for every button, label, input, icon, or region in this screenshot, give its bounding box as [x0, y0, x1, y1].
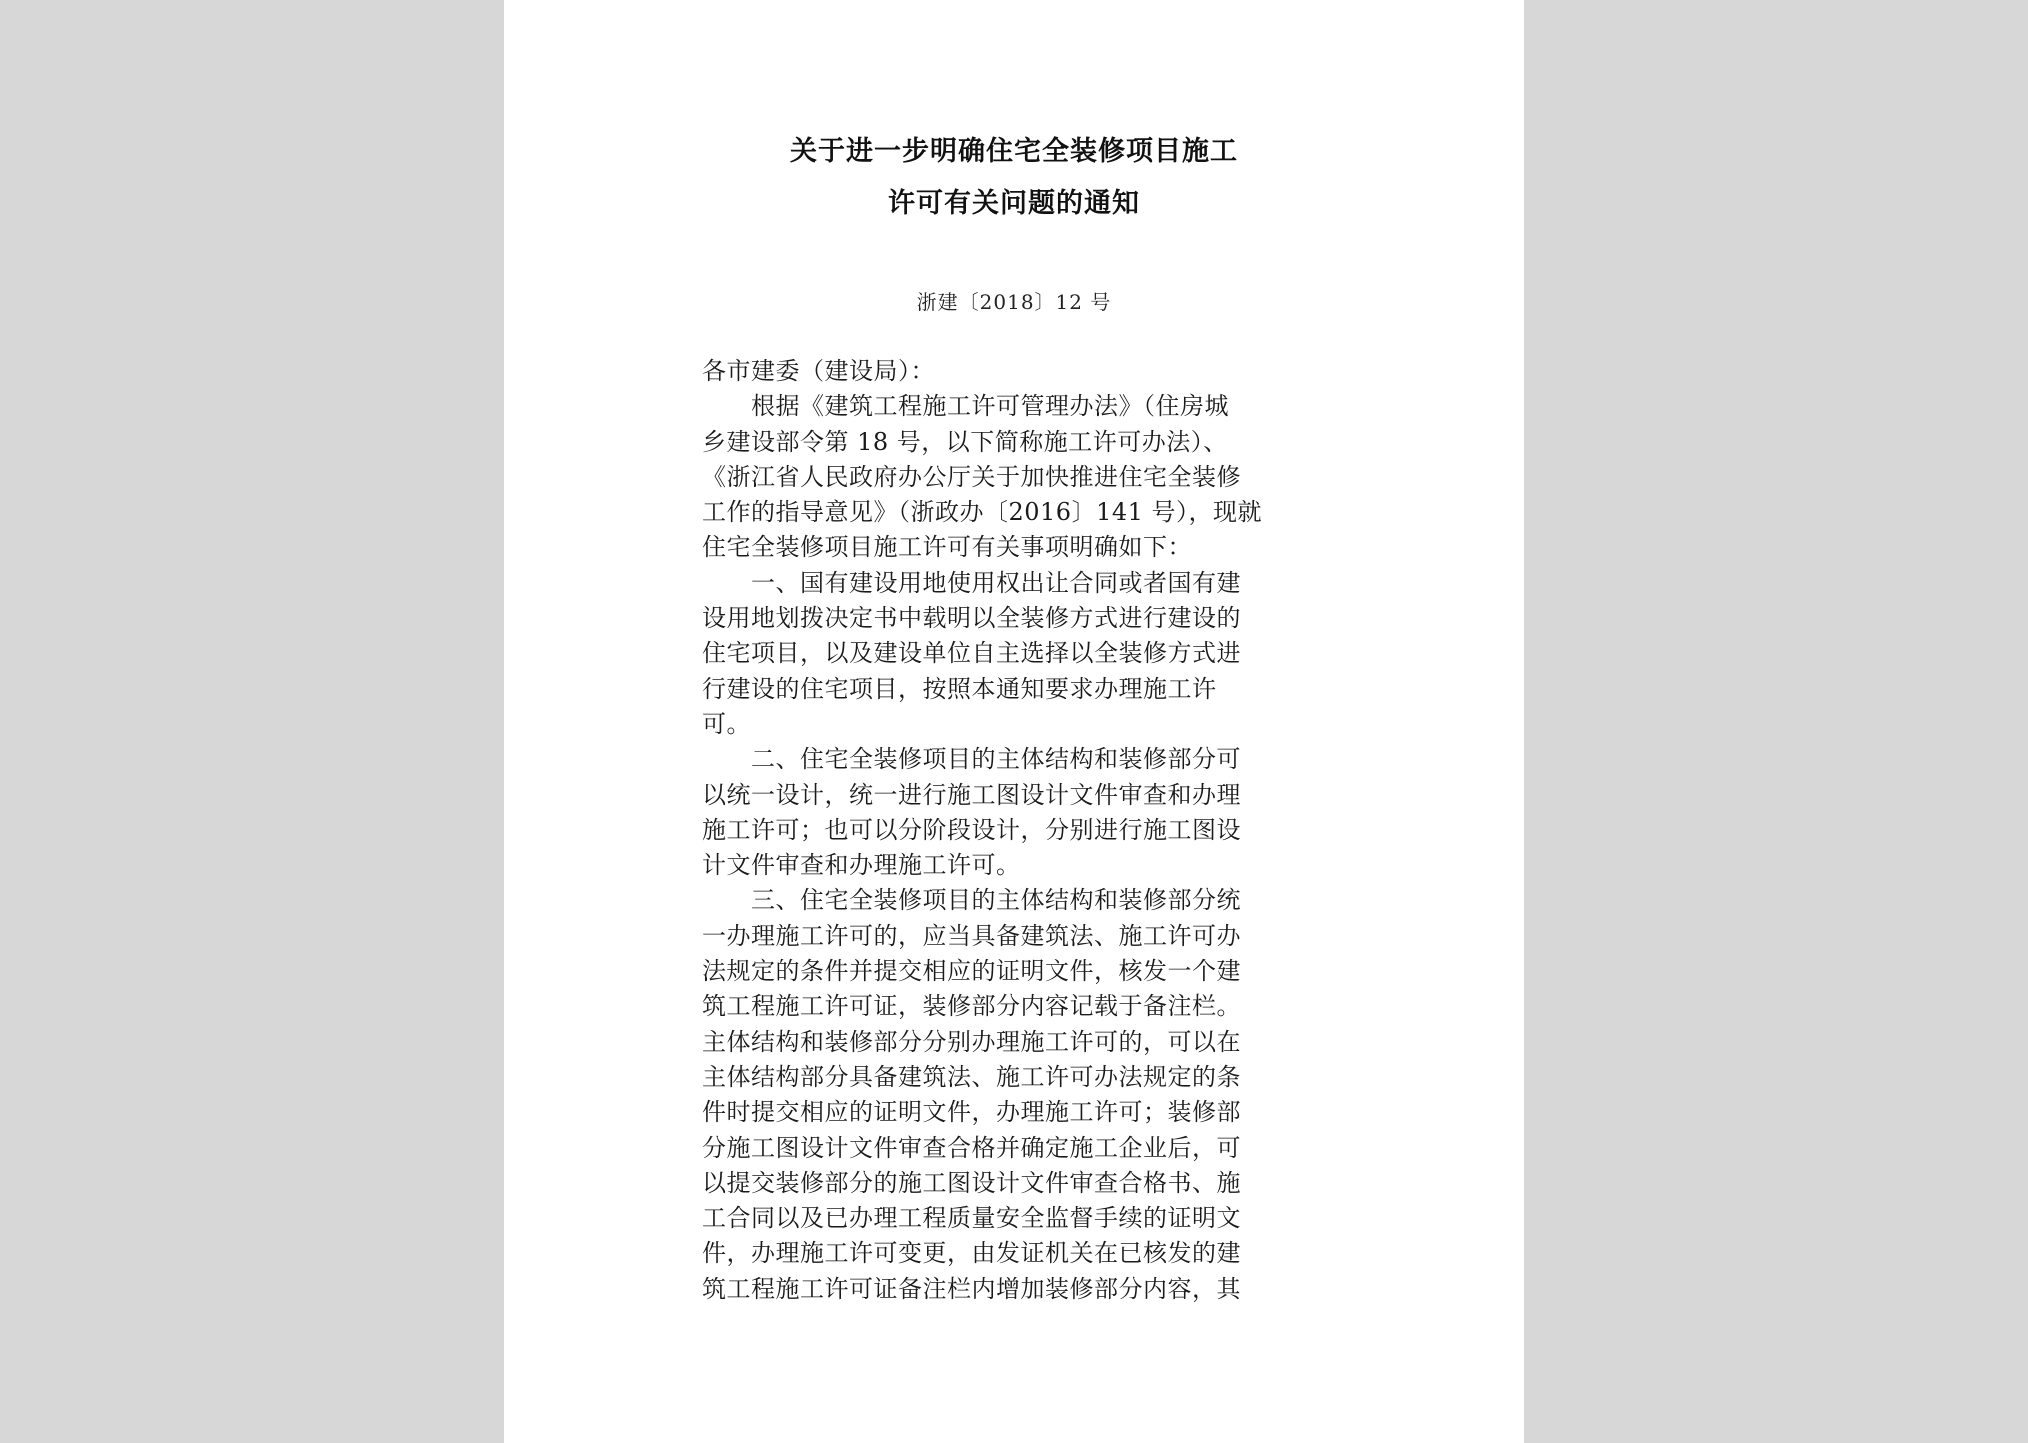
body-line: 一、国有建设用地使用权出让合同或者国有建: [702, 568, 1241, 597]
body-line: 一办理施工许可的，应当具备建筑法、施工许可办: [702, 921, 1241, 950]
body-line: 施工许可；也可以分阶段设计，分别进行施工图设: [702, 815, 1241, 844]
body-line: 三、住宅全装修项目的主体结构和装修部分统: [702, 886, 1241, 915]
body-line: 住宅项目，以及建设单位自主选择以全装修方式进: [702, 639, 1241, 668]
body-line: 件，办理施工许可变更，由发证机关在已核发的建: [702, 1239, 1241, 1268]
body-line: 计文件审查和办理施工许可。: [702, 851, 1021, 880]
body-line: 以统一设计，统一进行施工图设计文件审查和办理: [702, 780, 1241, 809]
body-line: 行建设的住宅项目，按照本通知要求办理施工许: [702, 674, 1217, 703]
body-line: 筑工程施工许可证备注栏内增加装修部分内容，其: [702, 1274, 1241, 1303]
body-line: 住宅全装修项目施工许可有关事项明确如下：: [702, 533, 1192, 562]
document-title-line-2: 许可有关问题的通知: [888, 188, 1140, 219]
body-line: 以提交装修部分的施工图设计文件审查合格书、施: [702, 1168, 1241, 1197]
body-line: 筑工程施工许可证，装修部分内容记载于备注栏。: [702, 992, 1241, 1021]
body-line: 《浙江省人民政府办公厅关于加快推进住宅全装修: [702, 462, 1241, 491]
document-title-line-1: 关于进一步明确住宅全装修项目施工: [790, 136, 1238, 167]
body-line: 主体结构和装修部分分别办理施工许可的，可以在: [702, 1027, 1241, 1056]
body-line: 可。: [702, 709, 751, 738]
body-line: 件时提交相应的证明文件，办理施工许可；装修部: [702, 1098, 1241, 1127]
body-line: 设用地划拨决定书中载明以全装修方式进行建设的: [702, 604, 1241, 633]
document-page: [504, 0, 1524, 1443]
body-line: 各市建委（建设局）：: [702, 357, 935, 385]
document-number: 浙建〔2018〕12 号: [916, 290, 1112, 314]
body-line: 根据《建筑工程施工许可管理办法》（住房城: [702, 392, 1229, 421]
body-line: 主体结构部分具备建筑法、施工许可办法规定的条: [702, 1062, 1241, 1091]
body-line: 乡建设部令第 18 号，以下简称施工许可办法）、: [702, 427, 1228, 456]
body-line: 工作的指导意见》（浙政办〔2016〕141 号），现就: [702, 498, 1263, 527]
body-line: 法规定的条件并提交相应的证明文件，核发一个建: [702, 957, 1241, 986]
body-line: 分施工图设计文件审查合格并确定施工企业后，可: [702, 1133, 1241, 1162]
document-body: [702, 354, 1442, 1307]
body-line: 二、住宅全装修项目的主体结构和装修部分可: [702, 745, 1241, 774]
body-line: 工合同以及已办理工程质量安全监督手续的证明文: [702, 1204, 1241, 1233]
